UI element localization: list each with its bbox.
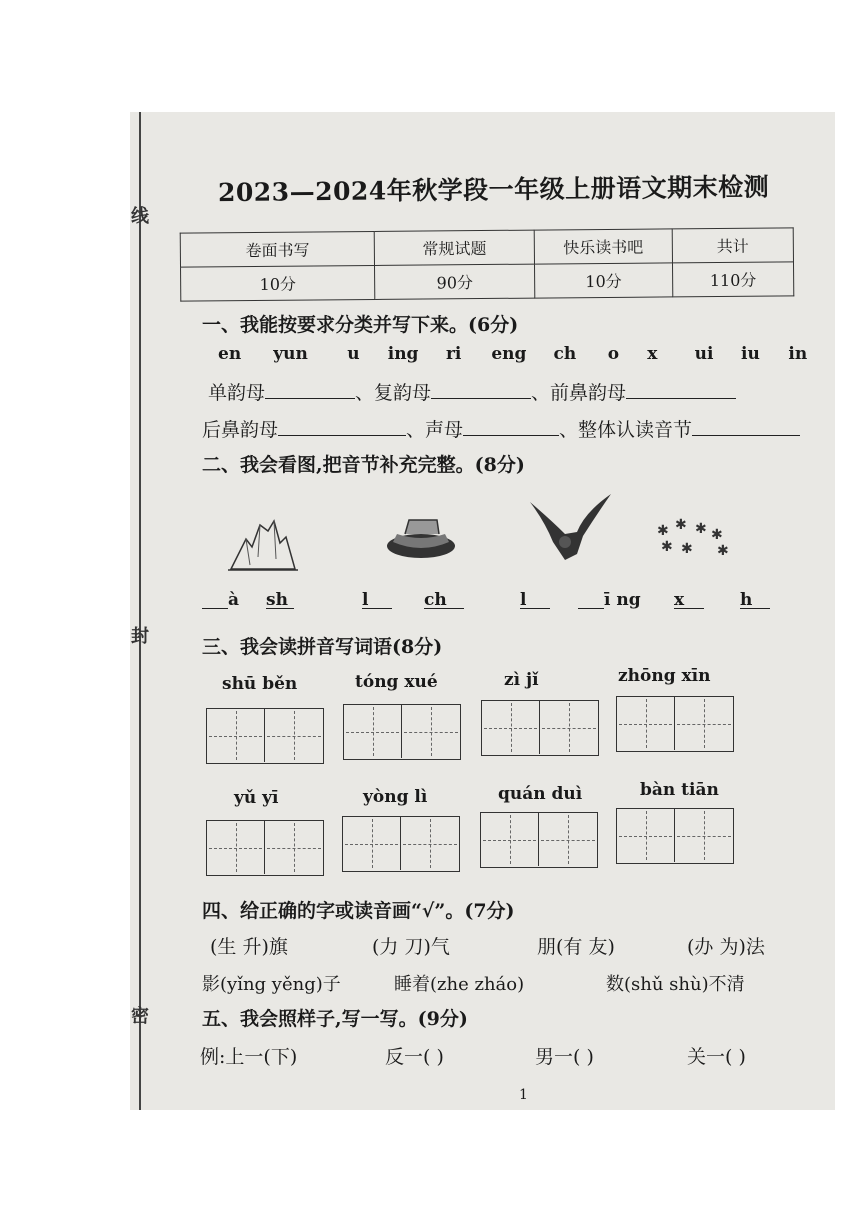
word-pinyin: zì jǐ <box>504 670 539 690</box>
fill-syllable: l <box>362 590 369 610</box>
answer-blank[interactable] <box>278 417 406 436</box>
score-header-writing: 卷面书写 <box>180 231 375 267</box>
choice-item[interactable]: 睡着(zhe zháo) <box>394 974 525 995</box>
choice-item[interactable]: 数(shǔ shù)不清 <box>606 974 745 995</box>
q3-heading: 三、我会读拼音写词语(8分) <box>202 636 443 658</box>
q5-heading: 五、我会照样子,写一写。(9分) <box>202 1008 468 1030</box>
choice-item[interactable]: (力 刀)气 <box>372 936 450 958</box>
answer-blank[interactable] <box>692 417 800 436</box>
word-pinyin: tóng xué <box>355 672 438 692</box>
writing-grid[interactable] <box>343 704 461 760</box>
pinyin-item: ch <box>553 344 577 364</box>
answer-item[interactable]: 反一( ) <box>385 1046 444 1068</box>
writing-grid[interactable] <box>480 812 598 868</box>
svg-text:✱: ✱ <box>661 539 673 555</box>
pinyin-item: iu <box>741 344 760 364</box>
fill-syllable: ī ng <box>604 590 641 610</box>
fill-syllable: x <box>674 590 685 610</box>
page-number: 1 <box>519 1087 528 1103</box>
answer-blank[interactable] <box>463 417 559 436</box>
answer-blank[interactable] <box>578 590 604 609</box>
score-value-reading: 10分 <box>534 263 672 298</box>
answer-item[interactable]: 关一( ) <box>687 1046 746 1068</box>
snowflakes-icon <box>655 517 735 557</box>
pinyin-item: in <box>788 344 808 364</box>
label-whole-syllables: 、整体认读音节 <box>559 419 693 441</box>
q4-heading: 四、给正确的字或读音画“√”。(7分) <box>202 900 515 922</box>
q1-heading: 一、我能按要求分类并写下来。(6分) <box>202 314 519 336</box>
svg-text:✱: ✱ <box>717 543 729 557</box>
pinyin-item: yun <box>273 344 308 364</box>
pinyin-item: ui <box>694 344 714 364</box>
exam-title: 2023—2024年秋学段一年级上册语文期末检测 <box>217 172 770 208</box>
fill-syllable: ch <box>424 590 447 610</box>
score-value-regular: 90分 <box>375 264 535 299</box>
fill-syllable: l <box>520 590 527 610</box>
writing-grid[interactable] <box>616 808 734 864</box>
svg-text:✱: ✱ <box>675 517 687 533</box>
pinyin-item: o <box>607 344 620 364</box>
pinyin-item: en <box>218 344 242 364</box>
answer-item[interactable]: 男一( ) <box>535 1046 594 1068</box>
label-compound-vowel: 、复韵母 <box>355 382 432 404</box>
q1-pinyin-row <box>218 344 818 364</box>
choice-item[interactable]: 影(yǐng yěng)子 <box>202 974 341 995</box>
word-pinyin: quán duì <box>498 784 583 804</box>
svg-text:✱: ✱ <box>657 523 669 539</box>
writing-grid[interactable] <box>481 700 599 756</box>
score-table <box>180 227 795 301</box>
label-back-nasal: 后鼻韵母 <box>202 419 279 441</box>
q1-line2 <box>202 415 800 442</box>
pinyin-item: eng <box>491 344 527 364</box>
q4-line2 <box>202 970 745 996</box>
choice-item[interactable]: (办 为)法 <box>687 936 765 958</box>
score-value-total: 110分 <box>672 262 793 297</box>
answer-blank[interactable] <box>431 380 531 399</box>
q2-heading: 二、我会看图,把音节补充完整。(8分) <box>202 454 525 476</box>
pinyin-item: ri <box>445 344 462 364</box>
score-header-reading: 快乐读书吧 <box>534 229 672 264</box>
example-item: 例:上一(下) <box>200 1046 298 1068</box>
writing-grid[interactable] <box>206 820 324 876</box>
fill-syllable: h <box>740 590 753 610</box>
word-pinyin: yòng lì <box>363 787 428 807</box>
answer-blank[interactable] <box>265 380 355 399</box>
label-initials: 、声母 <box>406 419 464 441</box>
writing-grid[interactable] <box>342 816 460 872</box>
margin-mark-mi: 密 <box>131 1006 149 1027</box>
answer-blank[interactable] <box>626 380 736 399</box>
svg-text:✱: ✱ <box>711 527 723 543</box>
answer-blank[interactable] <box>202 590 228 609</box>
writing-grid[interactable] <box>616 696 734 752</box>
score-header-regular: 常规试题 <box>375 230 535 265</box>
eagle-icon <box>525 492 615 564</box>
score-header-total: 共计 <box>672 228 793 263</box>
word-pinyin: shū běn <box>222 674 298 694</box>
word-pinyin: zhōng xīn <box>618 666 711 686</box>
score-value-writing: 10分 <box>181 265 376 301</box>
svg-text:✱: ✱ <box>681 541 693 557</box>
exam-paper <box>130 112 835 1110</box>
word-pinyin: yǔ yī <box>234 788 279 808</box>
binding-line <box>139 112 141 1110</box>
margin-mark-xian: 线 <box>131 206 149 227</box>
choice-item[interactable]: 朋(有 友) <box>537 936 615 958</box>
pinyin-item: u <box>347 344 360 364</box>
word-pinyin: bàn tiān <box>640 780 719 800</box>
writing-grid[interactable] <box>206 708 324 764</box>
margin-mark-feng: 封 <box>131 626 149 647</box>
pinyin-item: ing <box>387 344 419 364</box>
q4-line1 <box>210 932 765 959</box>
q5-line <box>200 1042 746 1069</box>
fill-syllable: à <box>228 590 240 610</box>
boat-icon <box>385 512 457 562</box>
choice-item[interactable]: (生 升)旗 <box>210 936 288 958</box>
svg-text:✱: ✱ <box>695 521 707 537</box>
fill-syllable: sh <box>266 590 288 610</box>
mountain-icon <box>228 517 298 572</box>
label-single-vowel: 单韵母 <box>208 382 266 404</box>
pinyin-item: x <box>647 344 658 364</box>
label-front-nasal: 、前鼻韵母 <box>531 382 627 404</box>
q1-line1 <box>208 378 736 405</box>
